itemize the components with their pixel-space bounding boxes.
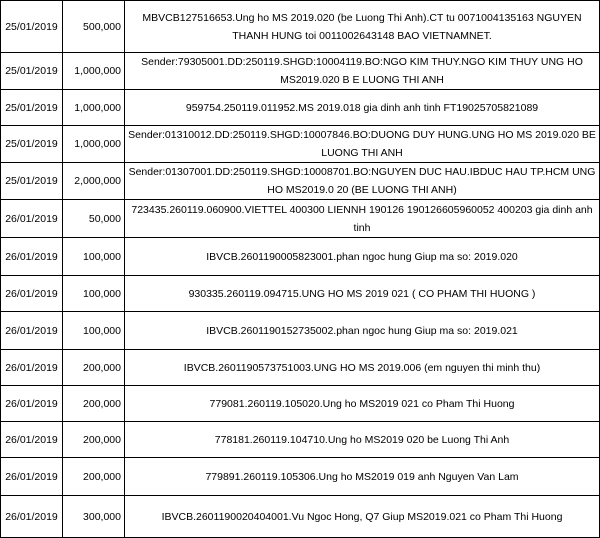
description-cell: 779081.260119.105020.Ung ho MS2019 021 co Pham Thi Huong	[125, 386, 600, 422]
description-cell: 779891.260119.105306.Ung ho MS2019 019 anh Nguyen Van Lam	[125, 458, 600, 496]
table-row	[1, 1, 600, 53]
table-row	[1, 312, 600, 350]
date-cell: 26/01/2019	[1, 276, 63, 312]
description-cell: IBVCB.2601190005823001.phan ngoc hung Giup ma so: 2019.020	[125, 238, 600, 276]
table-row	[1, 53, 600, 90]
date-cell: 25/01/2019	[1, 163, 63, 200]
table-row	[1, 90, 600, 126]
amount-cell: 200,000	[63, 422, 125, 458]
description-cell: 959754.250119.011952.MS 2019.018 gia dinh anh tinh FT19025705821089	[125, 90, 600, 126]
date-cell: 26/01/2019	[1, 458, 63, 496]
table-row	[1, 422, 600, 458]
table-row	[1, 126, 600, 163]
amount-cell: 1,000,000	[63, 53, 125, 90]
table-body	[1, 1, 600, 538]
date-cell: 26/01/2019	[1, 312, 63, 350]
description-cell: IBVCB.2601190573751003.UNG HO MS 2019.006 (em nguyen thi minh thu)	[125, 350, 600, 386]
description-cell: Sender:01310012.DD:250119.SHGD:10007846.BO:DUONG DUY HUNG.UNG HO MS 2019.020 BE LUONG THI ANH	[125, 126, 600, 163]
amount-cell: 200,000	[63, 386, 125, 422]
amount-cell: 100,000	[63, 312, 125, 350]
amount-cell: 1,000,000	[63, 90, 125, 126]
date-cell: 26/01/2019	[1, 200, 63, 238]
table-row	[1, 496, 600, 538]
amount-cell: 300,000	[63, 496, 125, 538]
amount-cell: 2,000,000	[63, 163, 125, 200]
amount-cell: 200,000	[63, 350, 125, 386]
table-row	[1, 238, 600, 276]
table-row	[1, 458, 600, 496]
description-cell: IBVCB.2601190020404001.Vu Ngoc Hong, Q7 Giup MS2019.021 co Pham Thi Huong	[125, 496, 600, 538]
table-row	[1, 386, 600, 422]
description-cell: Sender:79305001.DD:250119.SHGD:10004119.BO:NGO KIM THUY.NGO KIM THUY UNG HO MS2019.020 B E LUONG THI ANH	[125, 53, 600, 90]
date-cell: 26/01/2019	[1, 386, 63, 422]
date-cell: 26/01/2019	[1, 422, 63, 458]
amount-cell: 1,000,000	[63, 126, 125, 163]
amount-cell: 100,000	[63, 238, 125, 276]
date-cell: 25/01/2019	[1, 53, 63, 90]
description-cell: 930335.260119.094715.UNG HO MS 2019 021 ( CO PHAM THI HUONG )	[125, 276, 600, 312]
table-row	[1, 350, 600, 386]
date-cell: 25/01/2019	[1, 126, 63, 163]
date-cell: 26/01/2019	[1, 350, 63, 386]
amount-cell: 100,000	[63, 276, 125, 312]
table-row	[1, 200, 600, 238]
table-row	[1, 276, 600, 312]
table-row	[1, 163, 600, 200]
amount-cell: 200,000	[63, 458, 125, 496]
description-cell: IBVCB.2601190152735002.phan ngoc hung Giup ma so: 2019.021	[125, 312, 600, 350]
date-cell: 25/01/2019	[1, 90, 63, 126]
description-cell: Sender:01307001.DD:250119.SHGD:10008701.BO:NGUYEN DUC HAU.IBDUC HAU TP.HCM UNG HO MS2019.0 20 (BE LUONG THI ANH)	[125, 163, 600, 200]
description-cell: 778181.260119.104710.Ung ho MS2019 020 be Luong Thi Anh	[125, 422, 600, 458]
date-cell: 26/01/2019	[1, 238, 63, 276]
description-cell: MBVCB127516653.Ung ho MS 2019.020 (be Luong Thi Anh).CT tu 0071004135163 NGUYEN THANH HUNG toi 0011002643148 BAO VIETNAMNET.	[125, 1, 600, 53]
date-cell: 25/01/2019	[1, 1, 63, 53]
amount-cell: 500,000	[63, 1, 125, 53]
date-cell: 26/01/2019	[1, 496, 63, 538]
description-cell: 723435.260119.060900.VIETTEL 400300 LIENNH 190126 190126605960052 400203 gia dinh anh tinh	[125, 200, 600, 238]
amount-cell: 50,000	[63, 200, 125, 238]
